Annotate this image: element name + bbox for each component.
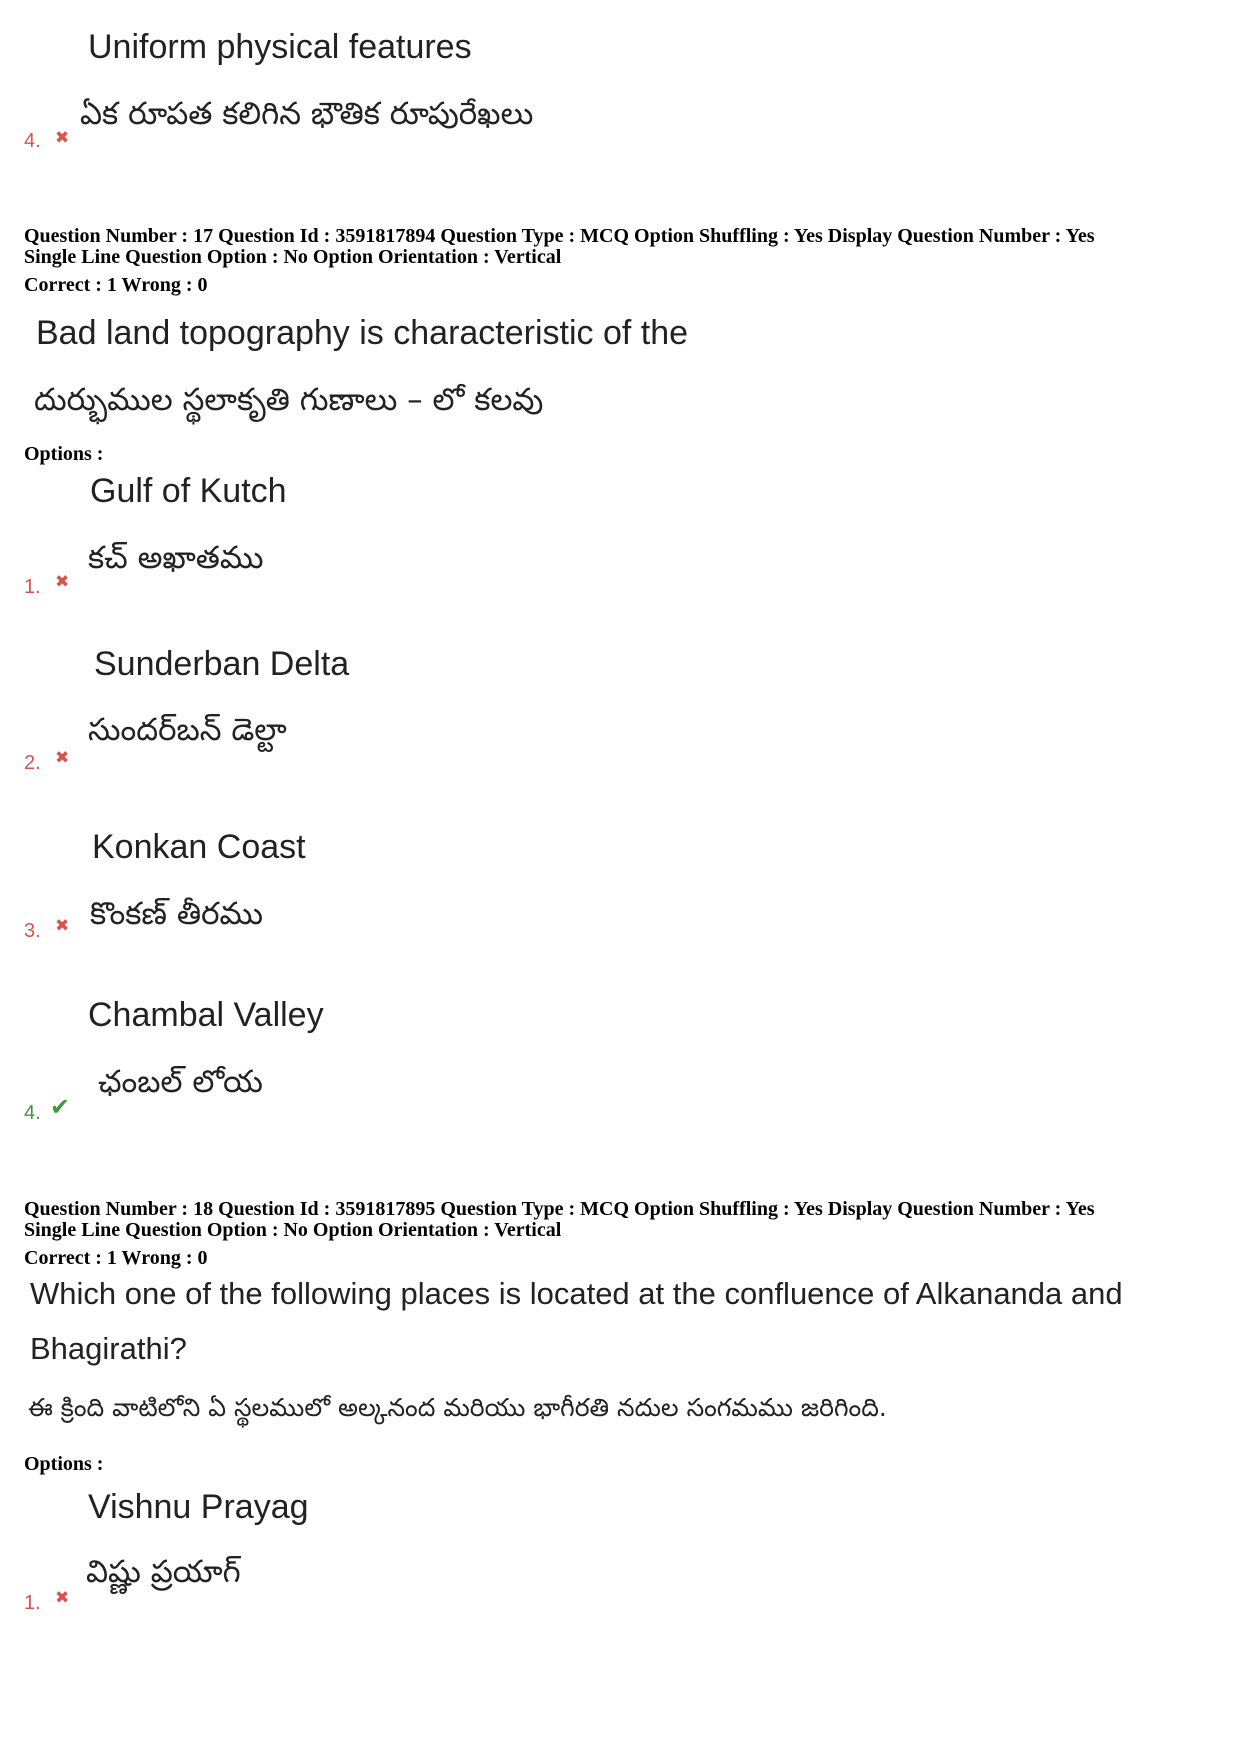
question-17-marks: Correct : 1 Wrong : 0 xyxy=(24,274,208,296)
question-17-options-label: Options : xyxy=(24,443,104,465)
q17-option-2-telugu: సుందర్‌బన్ డెల్టా xyxy=(88,712,287,748)
question-18-meta-line2: Single Line Question Option : No Option Orientation : Vertical xyxy=(24,1219,562,1241)
q17-option-2-english: Sunderban Delta xyxy=(94,645,350,683)
question-17-meta-line2: Single Line Question Option : No Option Orientation : Vertical xyxy=(24,246,562,268)
question-18-text-english-line2: Bhagirathi? xyxy=(30,1331,187,1366)
q18-option-1-number: 1. xyxy=(24,1592,41,1614)
question-18-marks: Correct : 1 Wrong : 0 xyxy=(24,1247,208,1269)
q17-option-1-english: Gulf of Kutch xyxy=(90,472,287,510)
q17-option-4-telugu: ఛంబల్ లోయ xyxy=(98,1064,263,1100)
q17-option-4-english: Chambal Valley xyxy=(88,996,324,1034)
prev-option-4-telugu: ఏక రూపత కలిగిన భౌతిక రూపురేఖలు xyxy=(80,96,534,132)
question-18-meta-line1: Question Number : 18 Question Id : 3591817895 Question Type : MCQ Option Shuffling : Yes Display Question Number : Yes xyxy=(24,1198,1095,1220)
q18-option-1-english: Vishnu Prayag xyxy=(88,1488,309,1526)
q17-option-4-number: 4. xyxy=(24,1102,41,1124)
cross-icon: ✖ xyxy=(55,748,70,768)
q17-option-1-number: 1. xyxy=(24,576,41,598)
question-18-text-telugu: ఈ క్రింది వాటిలోని ఏ స్థలములో అల్కనంద మరియు భాగీరతి నదుల సంగమము జరిగింది. xyxy=(28,1393,887,1422)
question-17-text-english: Bad land topography is characteristic of the xyxy=(36,314,689,352)
question-18-options-label: Options : xyxy=(24,1453,104,1475)
cross-icon: ✖ xyxy=(55,1588,70,1608)
q17-option-1-telugu: కచ్ అఖాతము xyxy=(88,540,264,576)
cross-icon: ✖ xyxy=(55,572,70,592)
question-17-text-telugu: దుర్భుముల స్థలాకృతి గుణాలు – లో కలవు xyxy=(34,382,544,418)
prev-option-4-english: Uniform physical features xyxy=(88,28,472,66)
prev-option-4-number: 4. xyxy=(24,130,41,152)
checkmark-icon: ✔ xyxy=(50,1093,71,1121)
q17-option-3-number: 3. xyxy=(24,920,41,942)
cross-icon: ✖ xyxy=(55,916,70,936)
q17-option-3-telugu: కొంకణ్ తీరము xyxy=(90,896,264,932)
q17-option-3-english: Konkan Coast xyxy=(92,828,306,866)
question-18-text-english-line1: Which one of the following places is located at the confluence of Alkananda and xyxy=(30,1276,1123,1311)
question-17-meta-line1: Question Number : 17 Question Id : 3591817894 Question Type : MCQ Option Shuffling : Yes Display Question Number : Yes xyxy=(24,225,1095,247)
q17-option-2-number: 2. xyxy=(24,752,41,774)
q18-option-1-telugu: విష్ణు ప్రయాగ్ xyxy=(86,1554,241,1590)
cross-icon: ✖ xyxy=(55,128,70,148)
